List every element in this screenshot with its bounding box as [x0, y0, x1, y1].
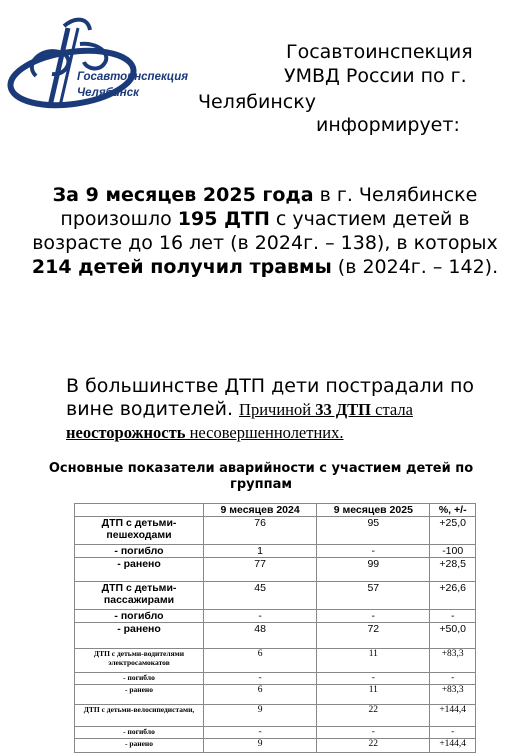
cell-change: +83,3	[430, 685, 476, 705]
cell-2025: 11	[317, 685, 430, 705]
row-label: - погибло	[75, 610, 204, 623]
table-row	[75, 705, 476, 727]
cell-change: +144,4	[430, 739, 476, 753]
cell-2024: 6	[204, 685, 317, 705]
table-row	[75, 727, 476, 739]
header-line2: УМВД России по г.	[284, 65, 467, 87]
cause-text-4: стала	[371, 400, 413, 419]
table-title: Основные показатели аварийности с участием детей по группам	[48, 461, 474, 492]
table-row	[75, 685, 476, 705]
accident-stats-table	[74, 503, 476, 753]
cell-2025: 72	[317, 623, 430, 649]
cell-2025: -	[317, 727, 430, 739]
dtp-count-bold: 195 ДТП	[177, 208, 270, 230]
cause-paragraph	[66, 375, 506, 444]
header-cell-empty	[75, 504, 204, 517]
table-row	[75, 545, 476, 558]
cell-2024: 48	[204, 623, 317, 649]
cell-change: -	[430, 673, 476, 685]
cell-2024: 9	[204, 705, 317, 727]
main-statement	[30, 183, 500, 279]
cell-change: +28,5	[430, 558, 476, 582]
cell-change: +50,0	[430, 623, 476, 649]
main-text-1: в г. Челябинске произошло	[60, 184, 478, 230]
cell-2024: -	[204, 610, 317, 623]
table-row	[75, 610, 476, 623]
cell-2025: 11	[317, 649, 430, 673]
cell-change: +25,0	[430, 517, 476, 545]
cell-change: +144,4	[430, 705, 476, 727]
header-cell-2025: 9 месяцев 2025	[317, 504, 430, 517]
cell-2025: 99	[317, 558, 430, 582]
header-cell-2024: 9 месяцев 2024	[204, 504, 317, 517]
cell-2024: 76	[204, 517, 317, 545]
cause-text-2: Причиной	[239, 400, 316, 419]
cell-2025: 95	[317, 517, 430, 545]
table-row	[75, 582, 476, 610]
row-label: ДТП с детьми-пешеходами	[75, 517, 204, 545]
cell-change: -	[430, 727, 476, 739]
table-row	[75, 517, 476, 545]
header-line3: Челябинску	[198, 91, 316, 113]
carelessness-bold: неосторожность	[66, 423, 186, 442]
table-row	[75, 623, 476, 649]
cell-2024: 9	[204, 739, 317, 753]
logo-line2: Челябинск	[77, 87, 139, 99]
header-line1: Госавтоинспекция	[286, 41, 473, 63]
table-row	[75, 649, 476, 673]
cell-2024: -	[204, 673, 317, 685]
row-label: ДТП с детьми-велосипедистами,	[75, 705, 204, 727]
table-row	[75, 673, 476, 685]
period-bold: За 9 месяцев 2025 года	[52, 184, 314, 206]
row-label: - ранено	[75, 623, 204, 649]
cell-2025: -	[317, 673, 430, 685]
row-label: - погибло	[75, 545, 204, 558]
cause-text-6: несовершеннолетних.	[185, 423, 344, 442]
cell-change: -	[430, 610, 476, 623]
row-label: - погибло	[75, 673, 204, 685]
cell-2024: 45	[204, 582, 317, 610]
cell-2025: -	[317, 545, 430, 558]
cell-2025: 22	[317, 739, 430, 753]
logo-line1: Госавтоинспекция	[77, 71, 189, 83]
cell-2025: 57	[317, 582, 430, 610]
cell-change: +26,6	[430, 582, 476, 610]
main-text-3: (в 2024г. – 142).	[331, 256, 499, 278]
cell-change: +83,3	[430, 649, 476, 673]
header-line4: информирует:	[316, 114, 460, 136]
logo	[6, 14, 211, 109]
cell-2024: -	[204, 727, 317, 739]
row-label: - ранено	[75, 558, 204, 582]
table-header-row	[75, 504, 476, 517]
cell-2024: 6	[204, 649, 317, 673]
cause-text-1: В большинстве ДТП дети пострадали по вине водителей.	[66, 375, 475, 420]
cell-2024: 77	[204, 558, 317, 582]
main-text-2: с участием детей в возрасте до 16 лет (в 2024г. – 138), в которых	[32, 208, 498, 254]
injured-count-bold: 214 детей получил травмы	[31, 256, 332, 278]
row-label: - ранено	[75, 685, 204, 705]
row-label: - погибло	[75, 727, 204, 739]
cause-dtp-bold: 33 ДТП	[315, 400, 372, 419]
cell-change: -100	[430, 545, 476, 558]
table-row	[75, 739, 476, 753]
table-row	[75, 558, 476, 582]
header-cell-change: %, +/-	[430, 504, 476, 517]
cell-2025: 22	[317, 705, 430, 727]
row-label: - ранено	[75, 739, 204, 753]
row-label: ДТП с детьми-водителями электросамокатов	[75, 649, 204, 673]
row-label: ДТП с детьми-пассажирами	[75, 582, 204, 610]
cell-2025: -	[317, 610, 430, 623]
cell-2024: 1	[204, 545, 317, 558]
